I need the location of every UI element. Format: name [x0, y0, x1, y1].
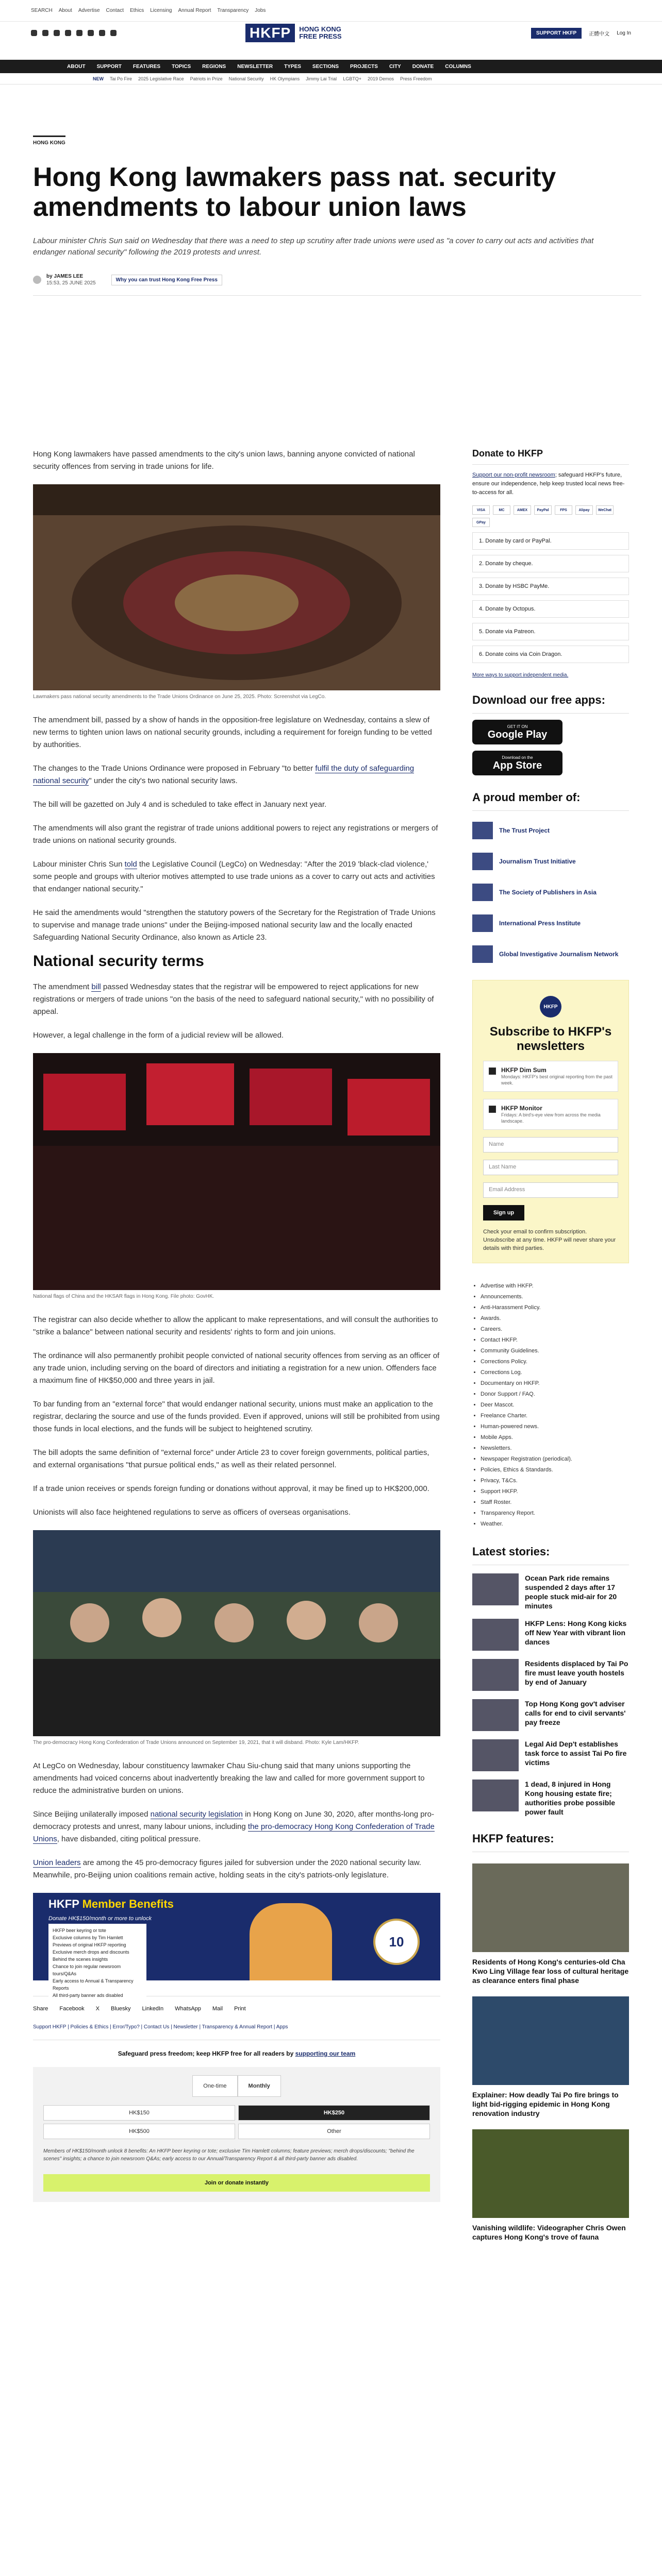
nav-support[interactable]: SUPPORT [96, 63, 122, 70]
fps-icon: FPS [555, 505, 572, 515]
sidebar-link[interactable]: • Weather. [481, 1519, 629, 1530]
x-icon[interactable] [42, 30, 48, 36]
linkedin-icon[interactable] [99, 30, 105, 36]
member-sopa[interactable]: The Society of Publishers in Asia [472, 881, 629, 904]
trending-item[interactable]: 2025 Legislative Race [138, 76, 184, 81]
union-press-photo [33, 1530, 440, 1736]
search-link[interactable]: SEARCH [31, 8, 53, 13]
promo-subtitle: Donate HK$150/month or more to unlock [48, 1916, 152, 1922]
newsletter-option-dimsum[interactable]: HKFP Dim Sum Mondays: HKFP's best original reporting from the past week. [483, 1061, 618, 1092]
one-time-option[interactable]: One-time [192, 2075, 237, 2097]
anniversary-badge: 10 [373, 1919, 420, 1965]
frequency-toggle [43, 2075, 430, 2097]
bluesky-icon[interactable] [76, 30, 82, 36]
app-store-button[interactable]: Download on the App Store [472, 751, 562, 775]
union-members-image [33, 1530, 440, 1736]
trust-project-logo [472, 822, 493, 839]
sidebar-link[interactable]: • Support HKFP. [481, 1486, 629, 1497]
feature-story[interactable]: Vanishing wildlife: Videographer Chris Owen captures Hong Kong's trove of fauna [472, 2129, 629, 2242]
donate-option-octopus[interactable]: 4. Donate by Octopus. [472, 600, 629, 618]
annual-report-link[interactable]: Annual Report [178, 8, 211, 13]
photo-caption: National flags of China and the HKSAR flags in Hong Kong. File photo: GovHK. [33, 1294, 214, 1299]
flags-image [33, 1053, 440, 1290]
paragraph: He said the amendments would "strengthen the statutory powers of the Secretary for the Registration of Trade Unions to supervise and manage trade unions" under the Beijing-imposed national security law and the locally enacted Safeguarding National Security Ordinance, also known as Article 23. [33, 908, 436, 942]
latest-story[interactable]: Residents displaced by Tai Po fire must leave youth hostels by end of January [472, 1659, 629, 1691]
author-avatar [33, 276, 41, 284]
jobs-link[interactable]: Jobs [255, 8, 266, 13]
first-name-input[interactable]: Name [483, 1137, 618, 1153]
divider [33, 295, 641, 296]
amount-options [43, 2105, 430, 2139]
share-label: Share [33, 2006, 48, 2012]
ipi-logo [472, 914, 493, 932]
member-gijn[interactable]: Global Investigative Journalism Network [472, 943, 629, 965]
google-play-button[interactable]: GET IT ON Google Play [472, 720, 562, 744]
story-thumbnail [472, 1699, 519, 1731]
donate-text: Support our non-profit newsroom; safeguard HKFP's future, ensure our independence, help keep trusted local news free-to-access for all. [472, 472, 625, 496]
checkbox-icon[interactable] [489, 1106, 496, 1113]
deer-mascot-icon [250, 1903, 332, 1980]
social-icons [31, 30, 117, 36]
sidebar-link[interactable]: • Corrections Policy. [481, 1357, 629, 1367]
promo-feature-list: HKFP beer keyring or tote Exclusive columns by Tim Hamlett Previews of original HKFP reporting Exclusive merch drops and discounts Behind the scenes insights Chance to join regular newsroom tours/Q&As Early access to Annual & Transparency Reports All third-party banner ads disabled [48, 1924, 146, 2002]
trending-item[interactable]: HK Olympians [270, 76, 300, 81]
nav-regions[interactable]: REGIONS [202, 63, 226, 70]
nav-donate[interactable]: DONATE [412, 63, 434, 70]
inline-link[interactable]: bill [91, 982, 101, 991]
nav-features[interactable]: FEATURES [133, 63, 161, 70]
email-input[interactable]: Email Address [483, 1182, 618, 1198]
amount-500[interactable]: HK$500 [43, 2124, 235, 2139]
author-name[interactable]: by JAMES LEE [46, 274, 84, 279]
paragraph: The registrar can also decide whether to allow the applicant to make representations, and will consult the authorities to "strike a balance" between national security and residents' rights to form and join unions. [33, 1315, 438, 1336]
trending-item[interactable]: Tai Po Fire [110, 76, 133, 81]
inline-link[interactable]: the pro-democracy Hong Kong Confederation of Trade Unions [33, 1822, 435, 1843]
section-heading: National security terms [33, 953, 204, 970]
article-title: Hong Kong lawmakers pass nat. security amendments to labour union laws [33, 162, 556, 222]
trending-item[interactable]: National Security [228, 76, 264, 81]
latest-story[interactable]: 1 dead, 8 injured in Hong Kong housing estate fire; authorities probe possible power fault [472, 1780, 629, 1817]
share-bluesky[interactable]: Bluesky [111, 2006, 131, 2012]
legco-photo [33, 484, 440, 690]
share-mail[interactable]: Mail [212, 2006, 223, 2012]
member-heading: A proud member of: [472, 791, 629, 811]
legco-chamber-image [33, 484, 440, 690]
article-header [33, 135, 641, 296]
transparency-link[interactable]: Transparency [217, 8, 249, 13]
sidebar-link[interactable]: • Contact HKFP. [481, 1335, 629, 1346]
story-thumbnail [472, 1619, 519, 1651]
trending-item[interactable]: 2019 Demos [367, 76, 394, 81]
paragraph: At LegCo on Wednesday, labour constituency lawmaker Chau Siu-chung said that many unions supporting the amendments had voiced concerns about inadvertently breaking the law and called for more government support to reduce the administrative burden on unions. [33, 1761, 425, 1795]
photo-caption: Lawmakers pass national security amendments to the Trade Unions Ordinance on June 25, 2025. Photo: Screenshot via LegCo. [33, 694, 326, 700]
sidebar-link[interactable]: • Staff Roster. [481, 1497, 629, 1508]
newsletter-logo: HKFP [540, 996, 561, 1018]
contact-link[interactable]: Contact [106, 8, 124, 13]
amount-other[interactable]: Other [238, 2124, 430, 2139]
trending-bar [0, 73, 662, 84]
monthly-option[interactable]: Monthly [238, 2075, 281, 2097]
share-facebook[interactable]: Facebook [59, 2006, 85, 2012]
sidebar-link[interactable]: • Policies, Ethics & Standards. [481, 1465, 629, 1476]
paragraph: The bill adopts the same definition of "external force" under Article 23 to cover foreign governments, political parties, and external organisations "that pursue political ends," as well as their related personnel. [33, 1448, 429, 1469]
support-hkfp-button[interactable]: SUPPORT HKFP [531, 28, 582, 39]
trending-item[interactable]: LGBTQ+ [343, 76, 361, 81]
paragraph: The changes to the Trade Unions Ordinance were proposed in February "to better fulfil the duty of safeguarding national security" under the city's two national security laws. [33, 764, 415, 785]
sidebar-link[interactable]: • Deer Mascot. [481, 1400, 629, 1411]
nonprofit-link[interactable]: Support our non-profit newsroom [472, 472, 555, 478]
newsletter-note: Check your email to confirm subscription. Unsubscribe at any time. HKFP will never share your details with third parties. [483, 1229, 616, 1251]
latest-story[interactable]: Top Hong Kong gov't adviser calls for end to civil servants' pay freeze [472, 1699, 629, 1731]
sidebar-link[interactable]: • Careers. [481, 1324, 629, 1335]
paragraph: To bar funding from an "external force" that would endanger national security, unions must make an application to the registrar, declaring the source and use of the funds provided. Even if approved, unions will still be prohibited from using those funds in local elections, and the funds will be subject to heightened scrutiny. [33, 1400, 440, 1433]
sidebar-link[interactable]: • Freelance Charter. [481, 1411, 629, 1421]
donate-option-patreon[interactable]: 5. Donate via Patreon. [472, 623, 629, 640]
utility-links [31, 8, 266, 13]
rss-icon[interactable] [110, 30, 117, 36]
advertise-link[interactable]: Advertise [78, 8, 100, 13]
nav-columns[interactable]: COLUMNS [445, 63, 471, 70]
paragraph: However, a legal challenge in the form of a judicial review will be allowed. [33, 1031, 284, 1040]
latest-story[interactable]: HKFP Lens: Hong Kong kicks off New Year with vibrant lion dances [472, 1619, 629, 1651]
amount-150[interactable]: HK$150 [43, 2105, 235, 2121]
paypal-icon: PayPal [534, 505, 552, 515]
nav-about[interactable]: ABOUT [67, 63, 86, 70]
paragraph: Hong Kong lawmakers have passed amendments to the city's union laws, banning anyone convicted of national security offences from serving in trade unions for life. [33, 450, 415, 471]
ethics-link[interactable]: Ethics [129, 8, 144, 13]
language-link[interactable]: 正體中文 [589, 31, 610, 37]
amex-icon: AMEX [514, 505, 531, 515]
paragraph: If a trade union receives or spends foreign funding or donations without approval, it may be fined up to HK$200,000. [33, 1484, 429, 1493]
wechat-icon: WeChat [596, 505, 614, 515]
trending-item[interactable]: Jimmy Lai Trial [306, 76, 337, 81]
newsletter-option-monitor[interactable]: HKFP Monitor Fridays: A bird's-eye view from across the media landscape. [483, 1099, 618, 1130]
sidebar-link[interactable]: • Donor Support / FAQ. [481, 1389, 629, 1400]
member-trust-project[interactable]: The Trust Project [472, 819, 629, 842]
paragraph: Labour minister Chris Sun told the Legislative Council (LegCo) on Wednesday: "After the 2019 'black-clad violence,' some people and groups with ulterior motives attempted to use trade unions as a cover to carry out acts and activities that endanger national security." [33, 860, 435, 893]
inline-link[interactable]: fulfil the duty of safeguarding national security [33, 764, 415, 785]
alipay-icon: Alipay [575, 505, 593, 515]
member-jti[interactable]: Journalism Trust Initiative [472, 850, 629, 873]
youtube-icon[interactable] [88, 30, 94, 36]
inline-link[interactable]: Union leaders [33, 1858, 81, 1867]
paragraph: The amendments will also grant the registrar of trade unions additional powers to reject any registrations or mergers of trade unions on national security grounds. [33, 824, 438, 845]
story-thumbnail [472, 1780, 519, 1811]
nav-topics[interactable]: TOPICS [172, 63, 191, 70]
share-whatsapp[interactable]: WhatsApp [175, 2006, 201, 2012]
sidebar-links [472, 1281, 629, 1530]
trending-item[interactable]: Press Freedom [400, 76, 432, 81]
instagram-icon[interactable] [54, 30, 60, 36]
inline-link[interactable]: told [124, 860, 137, 869]
sopa-logo [472, 884, 493, 901]
paragraph: Unionists will also face heightened regulations to serve as officers of overseas organisations. [33, 1508, 351, 1517]
sidebar-link[interactable]: • Advertise with HKFP. [481, 1281, 629, 1292]
feature-image [472, 1996, 629, 2085]
login-link[interactable]: Log In [617, 30, 631, 36]
more-ways-link[interactable]: More ways to support independent media. [472, 672, 569, 678]
gpay-icon: GPay [472, 518, 490, 527]
nav-projects[interactable]: PROJECTS [350, 63, 378, 70]
about-link[interactable]: About [58, 8, 72, 13]
newsletter-signup [472, 980, 629, 1263]
new-label: NEW [93, 76, 104, 81]
sidebar-link[interactable]: • Newsletters. [481, 1443, 629, 1454]
donation-box [33, 2067, 440, 2202]
donate-option-coins[interactable]: 6. Donate coins via Coin Dragon. [472, 646, 629, 663]
paragraph: The ordinance will also permanently prohibit people convicted of national security offences from serving as an officer of any trade union, including serving on the board of directors and initiating a registration for a new union. Offenders face a maximum fine of HK$50,000 and three years in jail. [33, 1351, 440, 1385]
top-utility-bar [0, 0, 662, 22]
donate-option-payme[interactable]: 3. Donate by HSBC PayMe. [472, 578, 629, 595]
last-name-input[interactable]: Last Name [483, 1160, 618, 1175]
sidebar-link[interactable]: • Transparency Report. [481, 1508, 629, 1519]
apps-heading: Download our free apps: [472, 693, 629, 714]
sidebar-link[interactable]: • Mobile Apps. [481, 1432, 629, 1443]
join-donate-button[interactable]: Join or donate instantly [43, 2174, 430, 2192]
trust-button[interactable]: Why you can trust Hong Kong Free Press [111, 275, 222, 285]
features-heading: HKFP features: [472, 1832, 629, 1852]
sidebar-link[interactable]: • Human-powered news. [481, 1421, 629, 1432]
paragraph: The bill will be gazetted on July 4 and is scheduled to take effect in January next year. [33, 800, 327, 809]
member-benefits-banner[interactable] [33, 1893, 440, 1998]
nav-newsletter[interactable]: NEWSLETTER [237, 63, 273, 70]
feature-story[interactable]: Explainer: How deadly Tai Po fire brings to light bid-rigging epidemic in Hong Kong renovation industry [472, 1996, 629, 2118]
donate-option-cheque[interactable]: 2. Donate by cheque. [472, 555, 629, 572]
sidebar-link[interactable]: • Privacy, T&Cs. [481, 1476, 629, 1486]
footer-links[interactable]: Support HKFP | Policies & Ethics | Error/Typo? | Contact Us | Newsletter | Transparency & Annual Report | Apps [33, 2021, 440, 2040]
sidebar-link[interactable]: • Corrections Log. [481, 1367, 629, 1378]
byline [33, 274, 641, 286]
hkfp-logo[interactable]: HKFP HONG KONG FREE PRESS [245, 24, 342, 42]
facebook-icon[interactable] [31, 30, 37, 36]
share-x[interactable]: X [95, 2006, 100, 2012]
amount-250[interactable]: HK$250 [238, 2105, 430, 2121]
nav-types[interactable]: TYPES [284, 63, 301, 70]
signup-button[interactable]: Sign up [483, 1205, 524, 1221]
checkbox-icon[interactable] [489, 1067, 496, 1075]
sidebar-link[interactable]: • Awards. [481, 1313, 629, 1324]
licensing-link[interactable]: Licensing [150, 8, 172, 13]
share-linkedin[interactable]: LinkedIn [142, 2006, 164, 2012]
payment-logos [472, 505, 629, 527]
threads-icon[interactable] [65, 30, 71, 36]
jti-logo [472, 853, 493, 870]
member-ipi[interactable]: International Press Institute [472, 912, 629, 935]
sidebar-link[interactable]: • Newspaper Registration (periodical). [481, 1454, 629, 1465]
publish-date: 15:53, 25 JUNE 2025 [46, 280, 96, 286]
story-thumbnail [472, 1573, 519, 1605]
nav-city[interactable]: CITY [389, 63, 401, 70]
visa-icon: VISA [472, 505, 490, 515]
feature-image [472, 2129, 629, 2218]
main-nav [0, 60, 662, 73]
support-team-link[interactable]: supporting our team [295, 2050, 356, 2057]
category-kicker[interactable]: HONG KONG [33, 135, 65, 146]
article-body [33, 448, 440, 2202]
mastercard-icon: MC [493, 505, 510, 515]
donate-option-card[interactable]: 1. Donate by card or PayPal. [472, 532, 629, 550]
sidebar-link[interactable]: • Documentary on HKFP. [481, 1378, 629, 1389]
newsletter-title: Subscribe to HKFP's newsletters [489, 1025, 612, 1053]
paragraph: The amendment bill passed Wednesday states that the registrar will be empowered to reject applications for new registrations or mergers of trade unions "on the basis of the need to safeguard national security," with no possibility of appeal. [33, 982, 434, 1016]
promo-title: HKFP Member Benefits [48, 1897, 174, 1910]
donation-description: Members of HK$150/month unlock 8 benefits: An HKFP beer keyring or tote; exclusive Tim Hamlett columns; feature previews; merch drops/discounts; "behind the scenes" insights; a chance to join newsroom Q&As; early access to our Annual/Transparency Report & all third-party banner ads disabled. [43, 2148, 415, 2162]
latest-heading: Latest stories: [472, 1545, 629, 1565]
paragraph: Since Beijing unilaterally imposed national security legislation in Hong Kong on June 30, 2020, after months-long pro-democracy protests and unrest, many labour unions, including the pro-democracy Hong Kong Confederation of Trade Unions, have disbanded, citing political pressure. [33, 1810, 435, 1843]
sidebar-link[interactable]: • Announcements. [481, 1292, 629, 1302]
article-lede: Labour minister Chris Sun said on Wednesday that there was a need to step up scrutiny after trade unions were used as "a cover to carry out acts and activities that endanger national security" following the 2019 protests and unrest. [33, 236, 594, 257]
sidebar-link[interactable]: • Anti-Harassment Policy. [481, 1302, 629, 1313]
masthead [31, 24, 631, 42]
story-thumbnail [472, 1739, 519, 1771]
latest-story[interactable]: Legal Aid Dep't establishes task force to assist Tai Po fire victims [472, 1739, 629, 1771]
paragraph: The amendment bill, passed by a show of hands in the opposition-free legislature on Wednesday, contains a slew of new terms to tighten union laws on national security grounds, including a requirement for foreign funding to be vetted by authorities. [33, 716, 432, 749]
photo-caption: The pro-democracy Hong Kong Confederation of Trade Unions announced on September 19, 2021, that it will disband. Photo: Kyle Lam/HKFP. [33, 1740, 359, 1745]
share-print[interactable]: Print [234, 2006, 246, 2012]
inline-link[interactable]: national security legislation [150, 1810, 243, 1819]
feature-image [472, 1863, 629, 1952]
nav-sections[interactable]: SECTIONS [312, 63, 339, 70]
story-thumbnail [472, 1659, 519, 1691]
flags-photo [33, 1053, 440, 1290]
safeguard-message: Safeguard press freedom; keep HKFP free for all readers by supporting our team [118, 2050, 356, 2057]
donate-title: Donate to HKFP [472, 448, 629, 465]
sidebar-link[interactable]: • Community Guidelines. [481, 1346, 629, 1357]
gijn-logo [472, 945, 493, 963]
trending-item[interactable]: Patriots in Prize [190, 76, 223, 81]
paragraph: Union leaders are among the 45 pro-democracy figures jailed for subversion under the 2020 national security law. Meanwhile, pro-Beijing union coalitions remain active, holding seats in the city's patriots-only legislature. [33, 1858, 421, 1879]
feature-story[interactable]: Residents of Hong Kong's centuries-old Cha Kwo Ling Village fear loss of cultural heritage as clearance enters final phase [472, 1863, 629, 1985]
latest-story[interactable]: Ocean Park ride remains suspended 2 days after 17 people stuck mid-air for 20 minutes [472, 1573, 629, 1611]
sidebar [472, 448, 629, 2242]
